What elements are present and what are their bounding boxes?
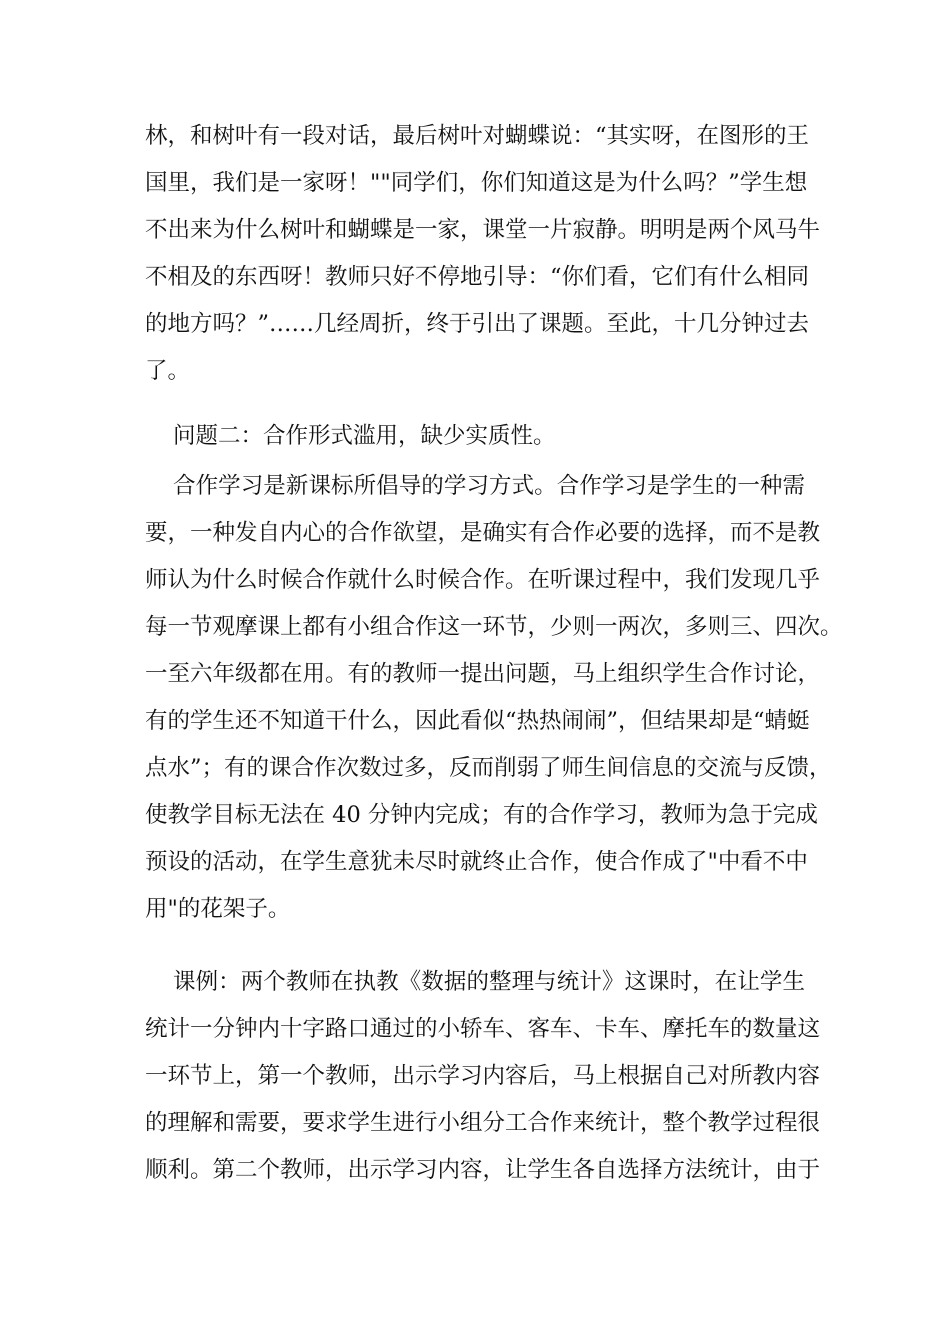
paragraph-line: 统计一分钟内十字路口通过的小轿车、客车、卡车、摩托车的数量这 (145, 1016, 821, 1042)
paragraph-line: 使教学目标无法在 40 分钟内完成；有的合作学习，教师为急于完成 (145, 802, 818, 828)
paragraph-line: 不出来为什么树叶和蝴蝶是一家，课堂一片寂静。明明是两个风马牛 (145, 217, 821, 243)
paragraph-line: 要，一种发自内心的合作欲望，是确实有合作必要的选择，而不是教 (145, 520, 821, 546)
paragraph-line: 的地方吗？”……几经周折，终于引出了课题。至此，十几分钟过去 (145, 311, 810, 337)
paragraph-line: 的理解和需要，要求学生进行小组分工合作来统计，整个教学过程很 (145, 1110, 821, 1136)
paragraph-line: 师认为什么时候合作就什么时候合作。在听课过程中，我们发现几乎 (145, 567, 821, 593)
paragraph-line: 预设的活动，在学生意犹未尽时就终止合作，使合作成了"中看不中 (145, 849, 808, 875)
paragraph-line: 合作学习是新课标所倡导的学习方式。合作学习是学生的一种需 (173, 473, 805, 499)
paragraph-line: 用"的花架子。 (145, 896, 291, 922)
paragraph-line: 林，和树叶有一段对话，最后树叶对蝴蝶说：“其实呀，在图形的王 (145, 123, 810, 149)
paragraph-line: 了。 (145, 358, 191, 384)
paragraph-line: 课例：两个教师在执教《数据的整理与统计》这课时，在让学生 (173, 969, 805, 995)
paragraph-line: 有的学生还不知道干什么，因此看似“热热闹闹”，但结果却是“蜻蜓 (145, 708, 810, 734)
paragraph-line: 点水”；有的课合作次数过多，反而削弱了师生间信息的交流与反馈， (145, 755, 832, 781)
paragraph-line: 不相及的东西呀！教师只好不停地引导：“你们看，它们有什么相同 (145, 264, 810, 290)
paragraph-line: 每一节观摩课上都有小组合作这一环节，少则一两次，多则三、四次。 (145, 614, 843, 640)
section-heading: 问题二：合作形式滥用，缺少实质性。 (173, 423, 556, 449)
paragraph-line: 顺利。第二个教师，出示学习内容，让学生各自选择方法统计，由于 (145, 1157, 821, 1183)
paragraph-line: 一至六年级都在用。有的教师一提出问题，马上组织学生合作讨论， (145, 661, 821, 687)
paragraph-line: 国里，我们是一家呀！""同学们，你们知道这是为什么吗？”学生想 (145, 170, 808, 196)
paragraph-line: 一环节上，第一个教师，出示学习内容后，马上根据自己对所教内容 (145, 1063, 821, 1089)
